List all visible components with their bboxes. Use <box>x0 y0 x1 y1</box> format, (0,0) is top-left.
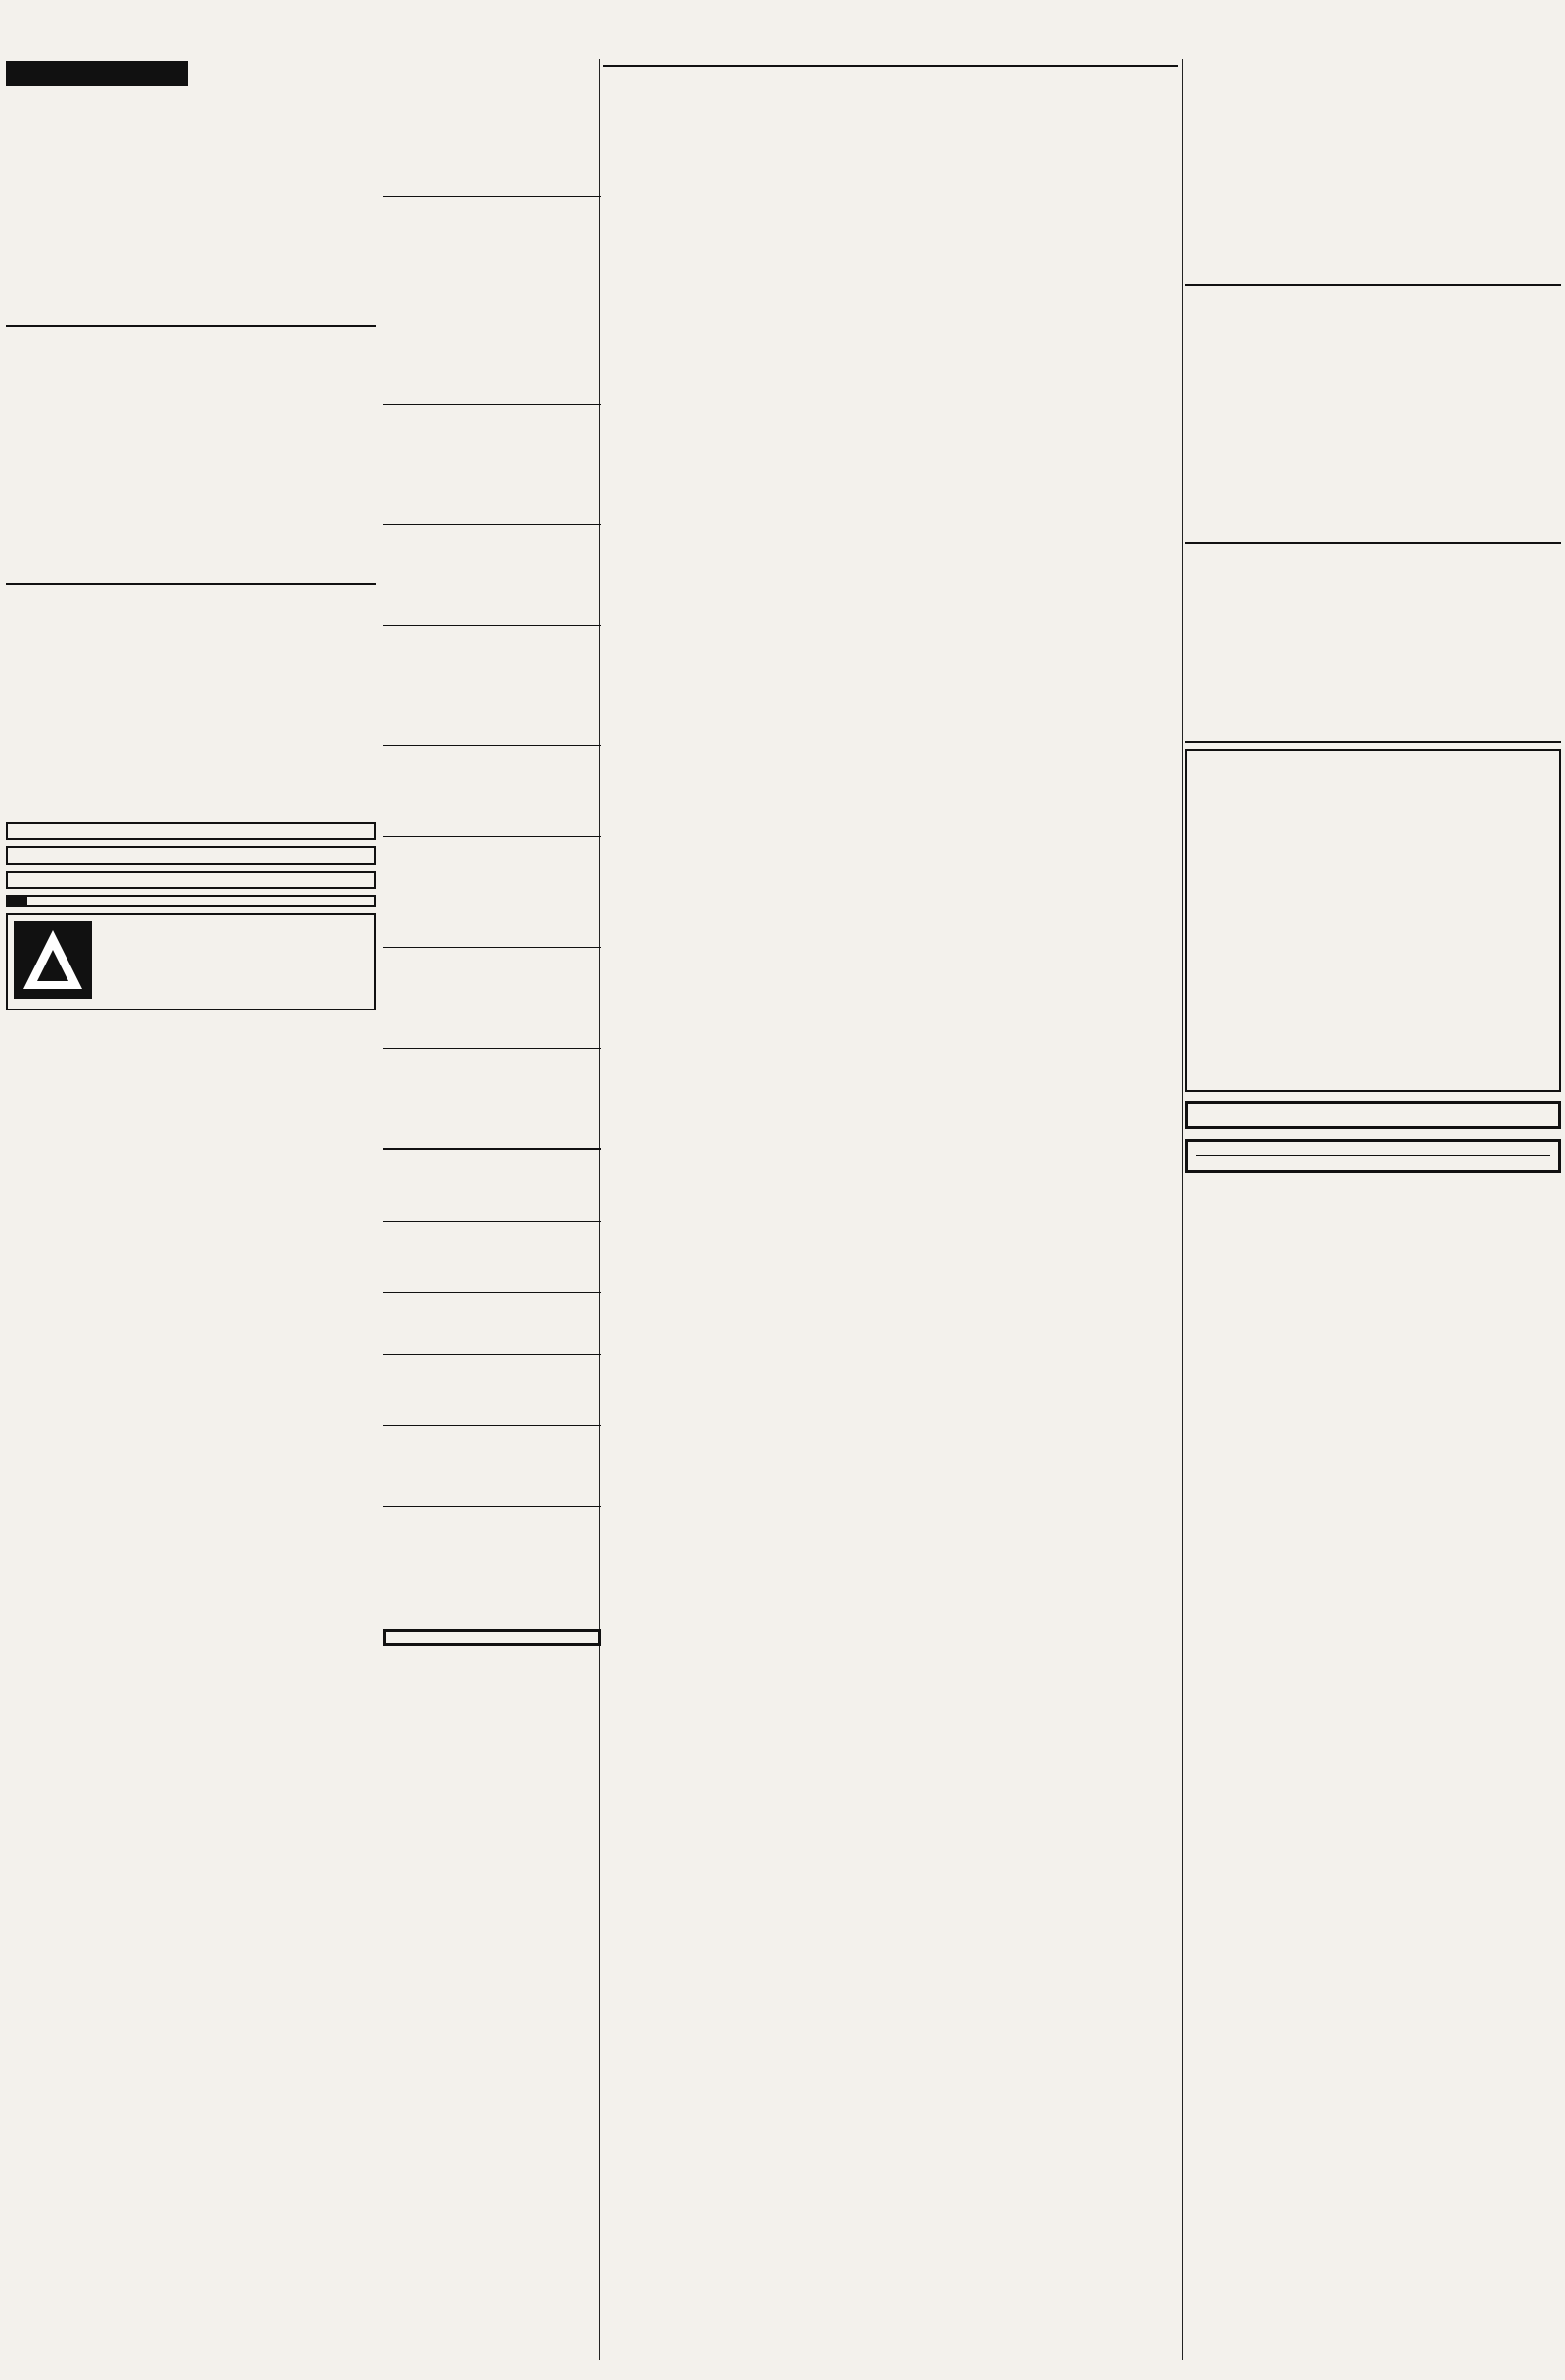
ad-lagkada <box>6 871 376 889</box>
article-body <box>6 94 376 319</box>
sek-box <box>383 1629 601 1646</box>
classified-body <box>383 1513 601 1572</box>
article-body <box>6 591 376 816</box>
article-body <box>383 954 601 1042</box>
article-body <box>1185 63 1561 278</box>
ad-fox <box>6 822 376 840</box>
column-1 <box>6 90 376 2359</box>
ad-brand <box>8 897 27 905</box>
ad-kranidi <box>6 846 376 865</box>
sermon-box <box>1185 749 1561 1092</box>
sermon-body <box>1193 761 1553 1084</box>
article-body <box>383 843 601 941</box>
ad-anagnostou <box>6 913 376 1010</box>
article-body <box>1185 292 1561 536</box>
article-body <box>383 63 601 190</box>
ad-grigoriadou <box>1185 1139 1561 1173</box>
page-label <box>6 61 188 86</box>
classified-body <box>383 1156 601 1215</box>
classified-body <box>383 1299 601 1348</box>
article-body <box>383 752 601 831</box>
article-body <box>383 1055 601 1143</box>
article-body <box>383 411 601 518</box>
article-body <box>383 531 601 619</box>
classified-body <box>383 1228 601 1286</box>
column-4 <box>1185 59 1561 2367</box>
claimants-list <box>603 72 1178 2176</box>
ad-opel <box>6 895 376 907</box>
triangle-logo-icon <box>14 921 92 999</box>
classified-body <box>383 1361 601 1419</box>
article-body <box>383 202 601 398</box>
column-2 <box>383 59 601 2358</box>
ad-english-teachers <box>1185 1101 1561 1129</box>
column-rule <box>1182 59 1183 2360</box>
classified-body <box>383 1432 601 1501</box>
classified-body <box>383 1572 601 1621</box>
column-3 <box>603 59 1178 2367</box>
article-body <box>1185 550 1561 736</box>
article-body <box>6 333 376 577</box>
article-body <box>383 632 601 740</box>
